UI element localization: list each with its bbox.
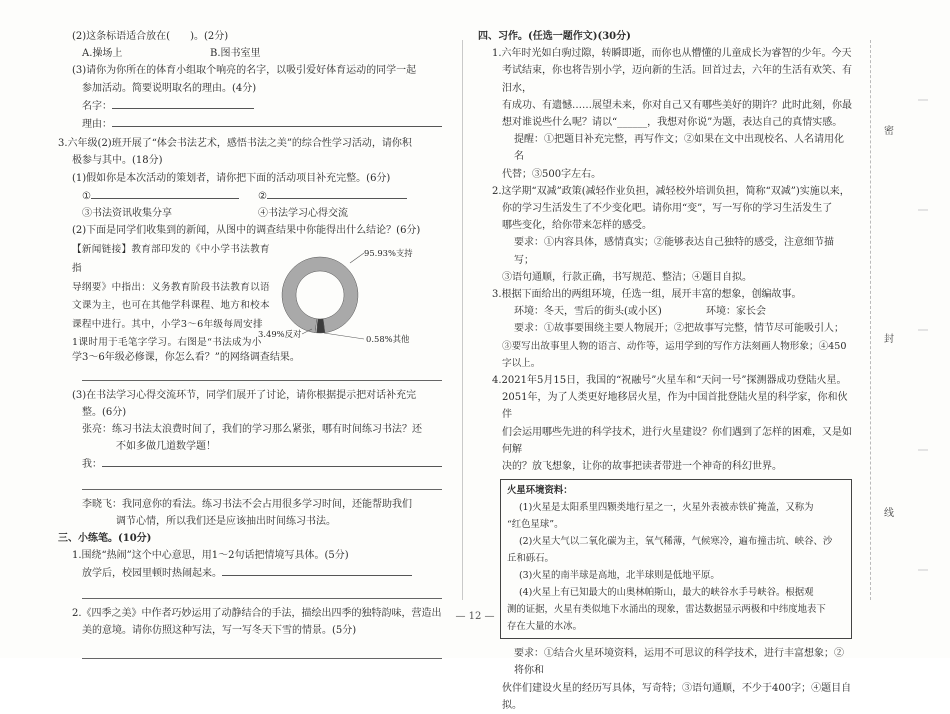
mars-info-line: 测的证据，火星有类似地下水涌出的现象，雷达数据显示两极和中纬度地表下 <box>507 604 826 616</box>
news-tail: 学3～6年级必修课，你怎么看？”的网络调查结果。 <box>72 352 300 364</box>
mars-info-line: 丘和砾石。 <box>507 553 554 565</box>
dialog-answer-line2[interactable] <box>82 480 442 490</box>
writing3-env1: 环境：冬天，雪后的街头(或小区) <box>514 306 662 318</box>
leader-other <box>324 333 364 339</box>
left-column <box>58 28 442 665</box>
section3-question2-line1: 2.《四季之美》中作者巧妙运用了动静结合的手法，描绘出四季的独特韵味，营造出 <box>72 607 442 619</box>
news-line: 文课为主，也可在其他学科课程、地方和校本 <box>72 300 270 312</box>
activity-item-4: ④书法学习心得交流 <box>258 208 348 220</box>
news-line: 1课时用于毛笔字学习。右图是“书法成为小 <box>72 337 262 349</box>
activity-item-2: ② <box>258 187 407 205</box>
margin-char-mi: 密 <box>884 126 894 137</box>
margin-char-feng: 封 <box>884 334 894 345</box>
writing1-line: 有成功、有遗憾……展望未来，你对自己又有哪些美好的期许？此时此刻，你最 <box>502 99 852 111</box>
section3-question1: 1.围绕“热闹”这个中心意思，用1～2句话把情境写具体。(5分) <box>72 550 349 562</box>
activity-items-row2 <box>58 205 442 222</box>
writing1-line: 1.六年时光如白驹过隙，转瞬即逝，而你也从懵懂的儿童成长为睿智的少年。今天 <box>492 48 852 60</box>
section4-heading: 四、习作。(任选一题作文)(30分) <box>478 31 631 42</box>
mars-info-line: 存在大量的水冰。 <box>507 621 583 633</box>
label-support: 95.93%支持 <box>364 248 413 259</box>
writing4-line: 们会运用哪些先进的科学技术，进行火星建设？你们遇到了怎样的困难，又是如何解 <box>502 426 852 455</box>
label-oppose: 3.49%反对 <box>258 329 302 340</box>
conclusion-answer-line[interactable] <box>82 371 442 381</box>
writing2-line: 哪些变化，给你带来怎样的感受。 <box>502 220 652 232</box>
writing4-req-line1: 要求：①结合火星环境资料，运用不可思议的科学技术，进行丰富想象；②将你和 <box>514 648 844 677</box>
survey-chart <box>258 241 442 353</box>
writing4-req-line2: 伙伴们建设火星的经历写具体，写奇特；③语句通顺，不少于400字；④题目自拟。 <box>502 682 852 711</box>
section3-q1-answer-line[interactable] <box>222 564 412 576</box>
section3-heading: 三、小练笔。(10分) <box>58 533 152 545</box>
dialog-li-line1: 李晓飞：我同意你的看法。练习书法不会占用很多学习时间，还能帮助我们 <box>82 498 412 510</box>
question-2: (2)这条标语适合放在( )。(2分) <box>72 31 229 42</box>
writing3-line: 3.根据下面给出的两组环境，任选一组，展开丰富的想象，创编故事。 <box>492 289 802 301</box>
mars-info-line: “红色星球”。 <box>507 519 564 531</box>
writing3-env-row <box>478 303 852 320</box>
binding-margin-line <box>870 40 871 600</box>
part3-question2: (2)下面是同学们收集到的新闻，从图中的调查结果中你能得出什么结论？(6分) <box>72 225 421 237</box>
writing2-req-line2: ③语句通顺，行款正确，书写规范、整洁；④题目自拟。 <box>502 271 752 283</box>
reason-label: 理由： <box>82 119 112 131</box>
leader-support <box>350 253 364 263</box>
writing1-tip-line1: 提醒：①把题目补充完整，再写作文；②如果在文中出现校名、人名请用化名 <box>514 134 844 163</box>
mars-info-line: (2)火星大气以二氧化碳为主，氧气稀薄，气候寒冷，遍布撞击坑、峡谷、沙 <box>519 536 833 548</box>
mars-info-line: (1)火星是太阳系里四颗类地行星之一，火星外表被赤铁矿掩盖，又称为 <box>519 502 814 514</box>
activity-items-row1 <box>58 187 442 205</box>
margin-tick-marks <box>888 70 928 610</box>
option-b: B.图书室里 <box>210 48 261 60</box>
activity-item-1-line[interactable] <box>91 187 239 199</box>
dialog-li-line2: 调节心情，所以我们还是应该抽出时间练习书法。 <box>116 515 336 527</box>
reason-answer-line[interactable] <box>112 115 442 127</box>
section3-q1-answer-line2[interactable] <box>82 589 442 599</box>
activity-item-3: ③书法资讯收集分享 <box>82 208 172 220</box>
writing2-line: 2.这学期“双减”政策(减轻作业负担，减轻校外培训负担，简称“双减”)实施以来， <box>492 185 850 197</box>
news-line: 导纲要》中指出：义务教育阶段书法教育以语 <box>72 281 270 293</box>
dialog-me-answer-line[interactable] <box>102 455 442 467</box>
writing2-req-line1: 要求：①内容具体，感情真实；②能够表达自己独特的感受，注意细节描写； <box>514 237 834 266</box>
writing4-line: 4.2021年5月15日，我国的“祝融号”火星车和“天问一号”探测器成功登陆火星。 <box>492 375 847 387</box>
mars-info-line: (3)火星的南半球是高地，北半球则是低地平原。 <box>519 570 720 582</box>
dialog-zhang-line1: 张亮：练习书法太浪费时间了，我们的学习那么紧张，哪有时间练习书法？还 <box>82 424 422 436</box>
writing1-line: 考试结束，你也将告别小学，迈向新的生活。回首过去，六年的生活有欢笑、有汨水， <box>502 65 852 94</box>
activity-item-1: ① <box>82 187 258 205</box>
writing4-line: 2051年，为了人类更好地移居火星，作为中国首批登陆火星的科学家，你和伙伴 <box>502 392 848 421</box>
name-answer-line[interactable] <box>112 97 254 109</box>
options-row <box>58 45 442 62</box>
writing3-req-line1: 要求：①故事要围绕主要人物展开；②把故事写完整，情节尽可能吸引人； <box>514 323 844 335</box>
dialog-me-row <box>58 455 442 473</box>
name-row <box>58 97 442 115</box>
label-other: 0.58%其他 <box>366 334 410 345</box>
writing2-line: 你的学习生活发生了不少变化吧。请你用“变”，写一写你的学习生活发生了 <box>502 203 833 215</box>
dialog-me-label: 我： <box>82 459 102 471</box>
column-divider <box>462 40 463 600</box>
news-line: 【新闻链接】教育部印发的《中小学书法教育指 <box>72 244 270 275</box>
activity-item-2-line[interactable] <box>267 187 407 199</box>
page-number: — 12 — <box>455 611 495 622</box>
reason-row <box>58 115 442 133</box>
section3-q1-text: 放学后，校园里顿时热闹起来。 <box>58 564 442 582</box>
name-label: 名字： <box>82 100 112 112</box>
writing4-line: 决的？放飞想象，让你的故事把读者带进一个神奇的科幻世界。 <box>502 461 782 473</box>
option-a: A.操场上 <box>82 48 123 60</box>
news-line: 课程中进行。其中，小学3～6年级每周安排 <box>72 318 263 330</box>
dialog-zhang-line2: 不如多做几道数学题！ <box>116 441 216 453</box>
part3-title-line1: 3.六年级(2)班开展了“体会书法艺术，感悟书法之美”的综合性学习活动，请你积 <box>58 138 412 150</box>
writing3-env2: 环境：家长会 <box>706 306 766 318</box>
writing1-line: 想对谁说些什么呢？请以“______，我想对你说”为题，表达自己的真情实感。 <box>502 117 843 129</box>
part3-question1: (1)假如你是本次活动的策划者，请你把下面的活动项目补充完整。(6分) <box>72 172 391 184</box>
section3-question2-line2: 美的意境。请你仿照这种写法，写一写冬天下雪的情景。(5分) <box>82 624 357 636</box>
mars-info-title: 火星环境资料： <box>507 485 573 497</box>
part3-title-line2: 极参与其中。(18分) <box>72 155 163 167</box>
mars-info-line: (4)火星上有已知最大的山奥林帕斯山，最大的峡谷水手号峡谷。根据观 <box>519 587 814 599</box>
part3-question3-line2: 整。(6分) <box>82 406 127 418</box>
news-block <box>58 241 442 353</box>
writing3-req-line2: ③要写出故事里人物的语言、动作等，运用学到的写作方法刻画人物形象；④450字以上。 <box>502 340 847 369</box>
question-3-line1: (3)请你为你所在的体育小组取个响亮的名字，以吸引爱好体育运动的同学一起 <box>72 65 417 77</box>
question-3-line2: 参加活动。简要说明取名的理由。(4分) <box>82 82 257 94</box>
writing1-tip-line2: 代替；③500字左右。 <box>502 168 602 180</box>
margin-char-xian: 线 <box>884 508 894 519</box>
part3-question3-line1: (3)在书法学习心得交流环节，同学们展开了讨论，请你根据提示把对话补充完 <box>72 389 417 401</box>
news-text <box>58 241 272 353</box>
